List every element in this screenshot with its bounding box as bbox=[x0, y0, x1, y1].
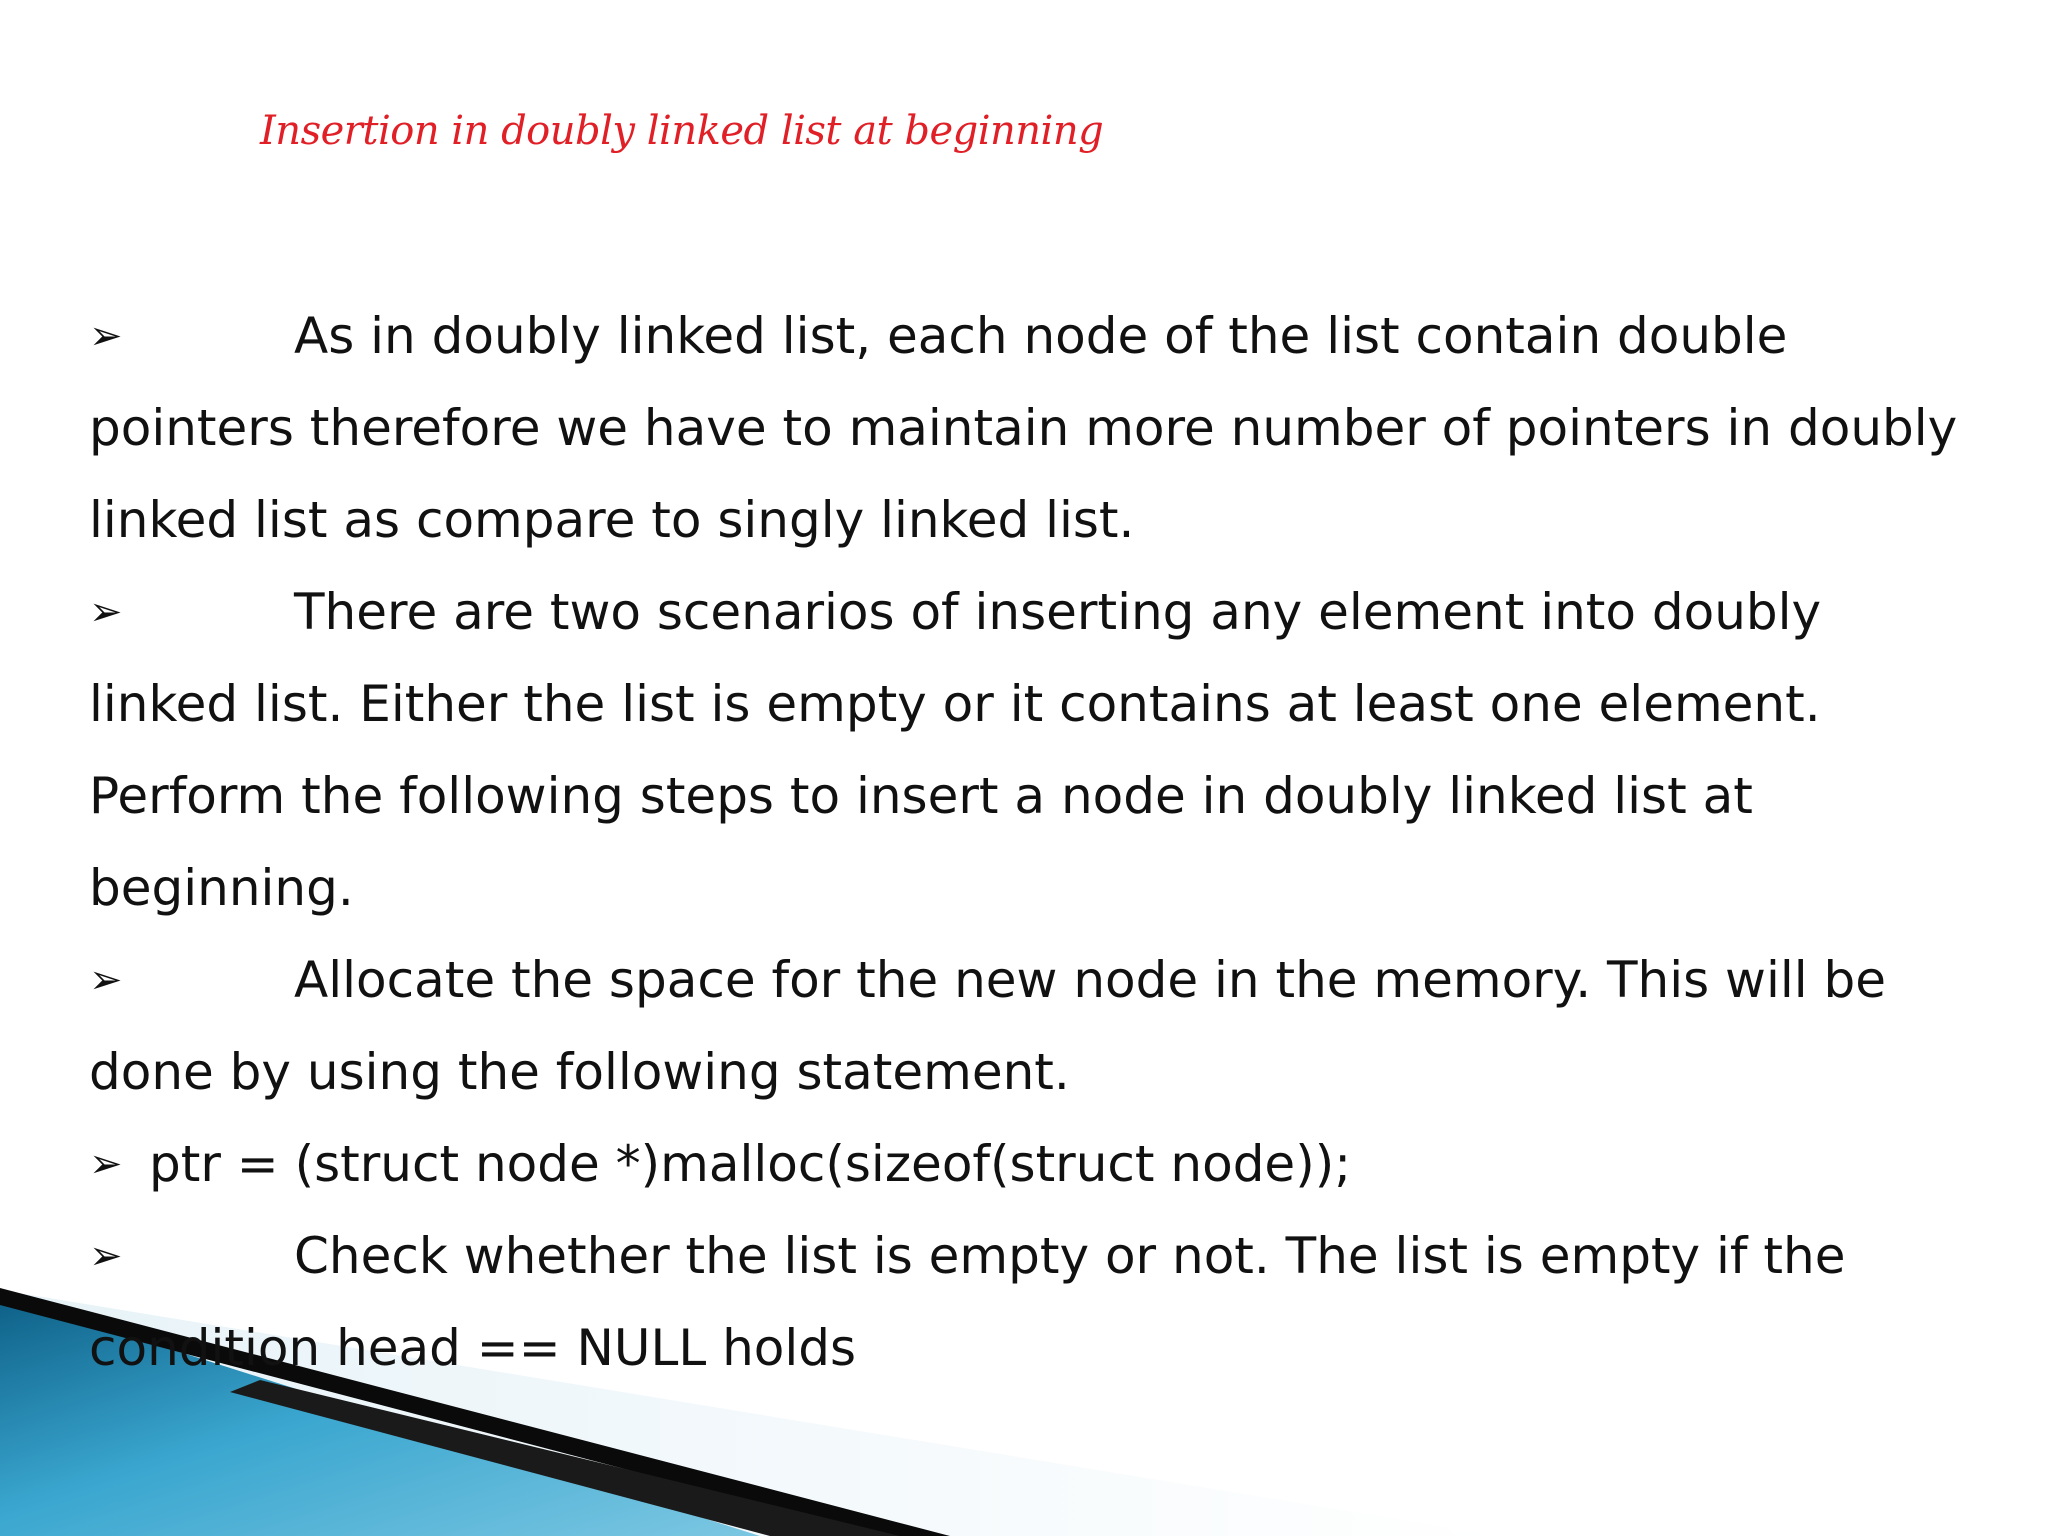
arrow-bullet-icon: ➢ bbox=[89, 589, 123, 635]
arrow-bullet-icon: ➢ bbox=[89, 1141, 123, 1187]
slide-body bbox=[89, 290, 2029, 1394]
paragraph-line: Perform the following steps to insert a node in doubly linked list at bbox=[89, 767, 1753, 825]
paragraph-text: Check whether the list is empty or not. The list is empty if the bbox=[294, 1227, 1846, 1285]
paragraph-4-code bbox=[89, 1118, 2029, 1210]
arrow-bullet-icon: ➢ bbox=[89, 313, 123, 359]
code-statement: ptr = (struct node *)malloc(sizeof(struct node)); bbox=[149, 1135, 1352, 1193]
paragraph-line bbox=[89, 934, 2029, 1026]
arrow-bullet-icon: ➢ bbox=[89, 1233, 123, 1279]
paragraph-line: linked list. Either the list is empty or it contains at least one element. bbox=[89, 675, 1821, 733]
paragraph-line: done by using the following statement. bbox=[89, 1043, 1070, 1101]
paragraph-line bbox=[89, 1210, 2029, 1302]
paragraph-text: Allocate the space for the new node in the memory. This will be bbox=[294, 951, 1887, 1009]
paragraph-line bbox=[89, 290, 2029, 382]
paragraph-text: As in doubly linked list, each node of the list contain double bbox=[294, 307, 1788, 365]
arrow-bullet-icon: ➢ bbox=[89, 957, 123, 1003]
paragraph-line: beginning. bbox=[89, 859, 354, 917]
paragraph-1 bbox=[89, 290, 2029, 566]
paragraph-line: linked list as compare to singly linked list. bbox=[89, 491, 1135, 549]
paragraph-line: pointers therefore we have to maintain more number of pointers in doubly bbox=[89, 399, 1958, 457]
paragraph-line bbox=[89, 1118, 2029, 1210]
paragraph-2 bbox=[89, 566, 2029, 934]
paragraph-line bbox=[89, 566, 2029, 658]
slide-title: Insertion in doubly linked list at beginning bbox=[260, 108, 1104, 154]
paragraph-3 bbox=[89, 934, 2029, 1118]
paragraph-text: There are two scenarios of inserting any element into doubly bbox=[294, 583, 1822, 641]
paragraph-5 bbox=[89, 1210, 2029, 1394]
paragraph-line: condition head == NULL holds bbox=[89, 1319, 857, 1377]
